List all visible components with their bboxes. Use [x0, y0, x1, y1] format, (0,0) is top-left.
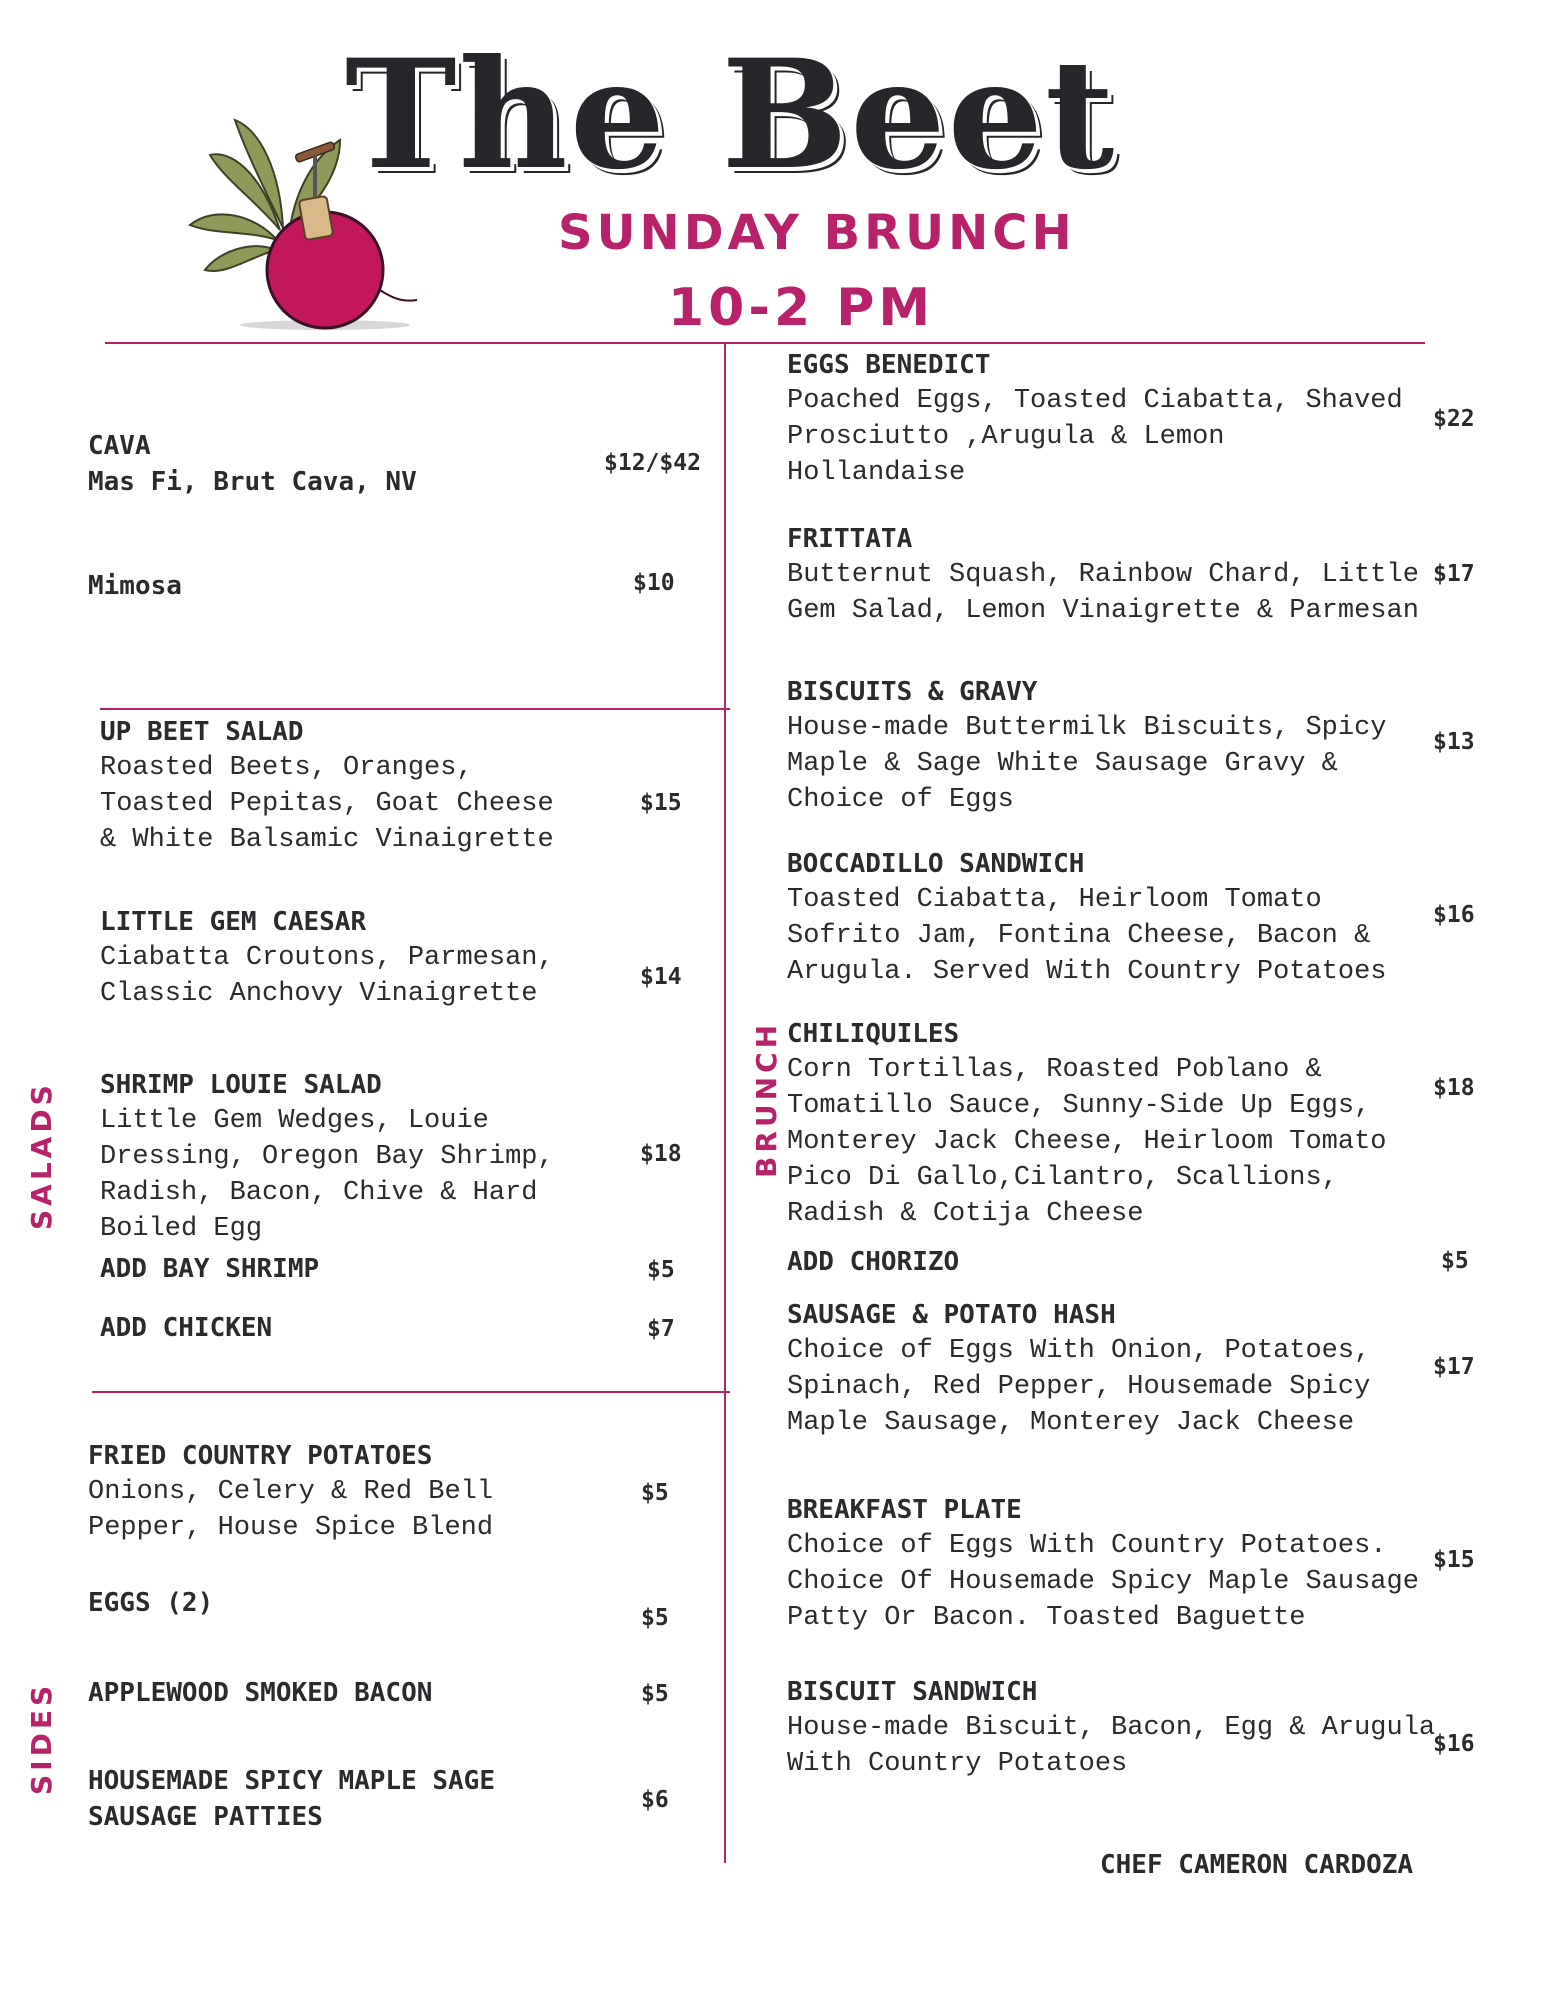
- brunch-price: $13: [1433, 729, 1475, 755]
- brunch-price: $16: [1433, 902, 1475, 928]
- salad-price: $15: [640, 790, 682, 816]
- menu-subtitle: SUNDAY BRUNCH: [558, 205, 1076, 261]
- brunch-desc: Butternut Squash, Rainbow Chard, Little Gem Salad, Lemon Vinaigrette & Parmesan: [787, 560, 1419, 626]
- brunch-name: BREAKFAST PLATE: [787, 1495, 1022, 1525]
- side-name: EGGS (2): [88, 1588, 214, 1618]
- chef-credit: CHEF CAMERON CARDOZA: [1100, 1850, 1414, 1880]
- sides-top-divider: [92, 1391, 730, 1393]
- brunch-desc: House-made Buttermilk Biscuits, Spicy Maple & Sage White Sausage Gravy & Choice of Eggs: [787, 713, 1387, 815]
- section-label-sides: SIDES: [25, 1681, 58, 1795]
- side-price: $6: [641, 1787, 669, 1813]
- brunch-price: $18: [1433, 1075, 1475, 1101]
- brunch-desc: Corn Tortillas, Roasted Poblano & Tomatillo Sauce, Sunny-Side Up Eggs, Monterey Jack Cheese, Heirloom Tomato Pico Di Gallo,Cilantro, Scallions, Radish & Cotija Cheese: [787, 1055, 1387, 1229]
- salad-addon-price: $7: [647, 1316, 675, 1342]
- brunch-price: $17: [1433, 561, 1475, 587]
- section-label-brunch: BRUNCH: [750, 1020, 783, 1178]
- side-name: APPLEWOOD SMOKED BACON: [88, 1678, 433, 1708]
- brunch-name: BISCUIT SANDWICH: [787, 1677, 1038, 1707]
- brunch-desc: Choice of Eggs With Onion, Potatoes, Spinach, Red Pepper, Housemade Spicy Maple Sausage, Monterey Jack Cheese: [787, 1336, 1371, 1438]
- brunch-name: CHILIQUILES: [787, 1019, 960, 1049]
- service-hours: 10-2 PM: [668, 278, 935, 338]
- brunch-price: $17: [1433, 1354, 1475, 1380]
- brunch-price: $22: [1433, 406, 1475, 432]
- salad-addon-price: $5: [647, 1257, 675, 1283]
- salad-desc: Ciabatta Croutons, Parmesan, Classic Anchovy Vinaigrette: [100, 943, 554, 1009]
- side-price: $5: [641, 1681, 669, 1707]
- drink-price: $10: [633, 570, 675, 596]
- salad-desc: Roasted Beets, Oranges, Toasted Pepitas, Goat Cheese & White Balsamic Vinaigrette: [100, 753, 554, 855]
- brunch-name: BISCUITS & GRAVY: [787, 677, 1038, 707]
- brunch-price: $15: [1433, 1547, 1475, 1573]
- salad-name: SHRIMP LOUIE SALAD: [100, 1070, 382, 1100]
- brunch-addon-price: $5: [1441, 1248, 1469, 1274]
- salad-addon-name: ADD BAY SHRIMP: [100, 1254, 320, 1284]
- side-desc: Onions, Celery & Red Bell Pepper, House Spice Blend: [88, 1477, 494, 1543]
- side-name: HOUSEMADE SPICY MAPLE SAGE SAUSAGE PATTIES: [88, 1766, 495, 1832]
- salad-price: $14: [640, 964, 682, 990]
- side-price: $5: [641, 1480, 669, 1506]
- salad-desc: Little Gem Wedges, Louie Dressing, Oregon Bay Shrimp, Radish, Bacon, Chive & Hard Boiled Egg: [100, 1106, 554, 1244]
- side-name: FRIED COUNTRY POTATOES: [88, 1441, 433, 1471]
- salad-price: $18: [640, 1141, 682, 1167]
- drink-name: Mimosa: [88, 571, 182, 601]
- salad-name: UP BEET SALAD: [100, 717, 304, 747]
- drink-price: $12/$42: [604, 450, 701, 476]
- brunch-name: SAUSAGE & POTATO HASH: [787, 1300, 1116, 1330]
- salads-top-divider: [100, 708, 730, 710]
- brunch-desc: Toasted Ciabatta, Heirloom Tomato Sofrito Jam, Fontina Cheese, Bacon & Arugula. Served With Country Potatoes: [787, 885, 1387, 987]
- brunch-name: BOCCADILLO SANDWICH: [787, 849, 1085, 879]
- brunch-desc: Choice of Eggs With Country Potatoes. Choice Of Housemade Spicy Maple Sausage Patty Or Bacon. Toasted Baguette: [787, 1531, 1419, 1633]
- side-price: $5: [641, 1605, 669, 1631]
- drink-name: CAVA: [88, 431, 151, 461]
- drink-desc: Mas Fi, Brut Cava, NV: [88, 467, 417, 497]
- brunch-desc: Poached Eggs, Toasted Ciabatta, Shaved Prosciutto ,Arugula & Lemon Hollandaise: [787, 386, 1403, 488]
- salad-name: LITTLE GEM CAESAR: [100, 907, 367, 937]
- salad-addon-name: ADD CHICKEN: [100, 1313, 273, 1343]
- section-label-salads: SALADS: [25, 1081, 58, 1230]
- brunch-price: $16: [1433, 1731, 1475, 1757]
- header-divider: [105, 342, 1425, 344]
- column-divider: [724, 343, 726, 1863]
- restaurant-title: The Beet: [345, 27, 1117, 203]
- brunch-name: EGGS BENEDICT: [787, 350, 991, 380]
- brunch-addon-name: ADD CHORIZO: [787, 1247, 960, 1277]
- brunch-name: FRITTATA: [787, 524, 913, 554]
- brunch-desc: House-made Biscuit, Bacon, Egg & Arugula With Country Potatoes: [787, 1713, 1436, 1779]
